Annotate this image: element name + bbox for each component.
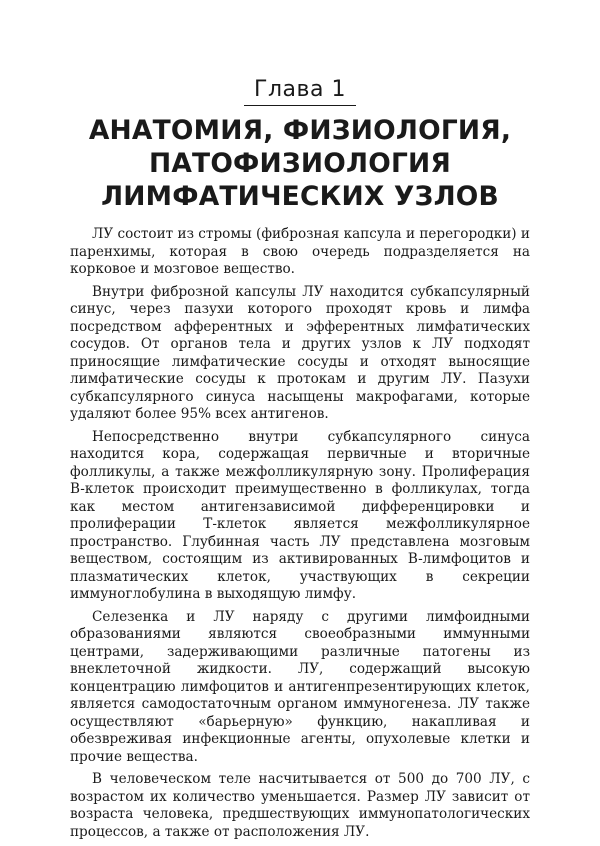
chapter-number: Глава 1 — [244, 77, 356, 106]
paragraph: ЛУ состоит из стромы (фиброзная капсула и перегородки) и паренхимы, которая в свою очередь подразделяется на корковое и мозговое вещество. — [70, 226, 530, 277]
paragraph: Селезенка и ЛУ наряду с другими лимфоидными образованиями являются своеобразными иммунными центрами, задерживающими различные патогены из внеклеточной жидкости. ЛУ, содержащий высокую концентрацию лимфоцитов и антигенпрезентирующих клеток, является самодостаточным органом иммуногенеза. ЛУ также осуществляют «барьерную» функцию, накапливая и обезвреживая инфекционные агенты, опухолевые клетки и прочие вещества. — [70, 608, 530, 765]
chapter-body — [70, 226, 530, 846]
chapter-label — [0, 77, 600, 106]
paragraph: Непосредственно внутри субкапсулярного синуса находится кора, содержащая первичные и вторичные фолликулы, а также межфолликулярную зону. Пролиферация B-клеток происходит преимущественно в фолликулах, тогда как местом антигензависимой дифференцировки и пролиферации Т-клеток является межфолликулярное пространство. Глубинная часть ЛУ представлена мозговым веществом, состоящим из активированных B-лимфоцитов и плазматических клеток, участвующих в секреции иммуноглобулина в выходящую лимфу. — [70, 428, 530, 602]
paragraph: Внутри фиброзной капсулы ЛУ находится субкапсулярный синус, через пазухи которого проходят кровь и лимфа посредством афферентных и эфферентных лимфатических сосудов. От органов тела и других узлов к ЛУ подходят приносящие лимфатические сосуды и отходят выносящие лимфатические сосуды к протокам и другим ЛУ. Пазухи субкапсулярного синуса насыщены макрофагами, которые удаляют более 95% всех антигенов. — [70, 283, 530, 422]
paragraph: В человеческом теле насчитывается от 500 до 700 ЛУ, с возрастом их количество уменьшается. Размер ЛУ зависит от возраста человека, предшествующих иммунопатологических процессов, а также от расположения ЛУ. — [70, 771, 530, 840]
chapter-title-line: АНАТОМИЯ, ФИЗИОЛОГИЯ, — [88, 115, 512, 146]
chapter-title-line: ЛИМФАТИЧЕСКИХ УЗЛОВ — [101, 181, 499, 212]
chapter-title-line: ПАТОФИЗИОЛОГИЯ — [148, 148, 452, 179]
chapter-title — [0, 114, 600, 213]
